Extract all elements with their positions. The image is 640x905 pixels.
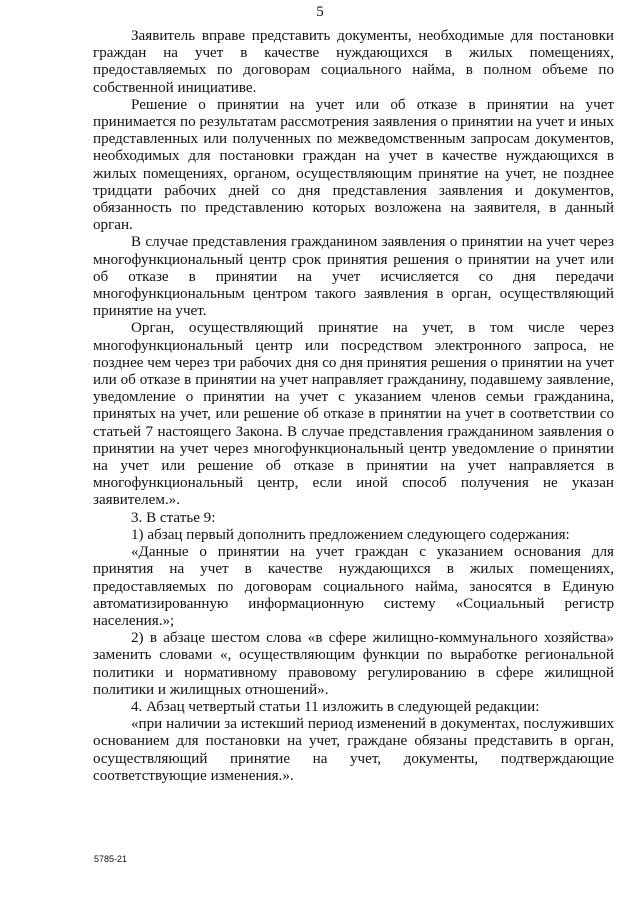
item-article-9: 3. В статье 9: bbox=[131, 509, 216, 526]
document-code: 5785-21 bbox=[94, 854, 128, 864]
quote-article-11-text: «при наличии за истекший период изменений в документах, послуживших основанием для постановки на учет, граждане обязаны представить в орган, осуществляющий принятие на учет, документы, подтверждающие соответствующие изменения.». bbox=[93, 716, 614, 784]
paragraph-applicant-right: Заявитель вправе представить документы, необходимые для постановки граждан на учет в качестве нуждающихся в жилых помещениях, предоставляемых по договорам социального найма, в полном объеме по собственной инициативе. bbox=[93, 28, 614, 96]
item-article-9-sub-1: 1) абзац первый дополнить предложением следующего содержания: bbox=[131, 526, 570, 543]
item-article-9-sub-2: 2) в абзаце шестом слова «в сфере жилищно-коммунального хозяйства» заменить словами «, осуществляющим функции по выработке региональной политики и нормативному правовому регулированию в сфере жилищной политики и жилищных отношений». bbox=[93, 630, 614, 698]
paragraph-decision-terms: Решение о принятии на учет или об отказе в принятии на учет принимается по результатам рассмотрения заявления о принятии на учет и иных представленных или полученных по межведомственным запросам документов, необходимых для постановки граждан на учет в качестве нуждающихся в жилых помещениях, органом, осуществляющим принятие на учет, не позднее тридцати рабочих дней со дня представления заявления и документов, обязанность по представлению которых возложена на заявителя, в данный орган. bbox=[93, 96, 614, 234]
page-number: 5 bbox=[316, 4, 324, 20]
paragraph-notification: Орган, осуществляющий принятие на учет, в том числе через многофункциональный центр или посредством электронного запроса, не позднее чем через три рабочих дня со дня принятия решения о принятии на учет или об отказе в принятии на учет направляет гражданину, подавшему заявление, уведомление о принятии на учет с указанием членов семьи гражданина, принятых на учет, или решение об отказе в принятии на учет в соответствии со статьей 7 настоящего Закона. В случае представления гражданином заявления о принятии на учет через многофункциональный центр уведомление о принятии на учет или решение об отказе в принятии на учет направляется в многофункциональный центр, если иной способ получения не указан заявителем.». bbox=[93, 320, 614, 509]
paragraph-mfc-submission: В случае представления гражданином заявления о принятии на учет через многофункциональный центр срок принятия решения о принятии на учет или об отказе в принятии на учет исчисляется со дня передачи многофункциональным центром такого заявления в орган, осуществляющий принятие на учет. bbox=[93, 234, 614, 320]
item-article-11: 4. Абзац четвертый статьи 11 изложить в следующей редакции: bbox=[131, 698, 540, 715]
document-body bbox=[93, 28, 614, 785]
quote-social-register: «Данные о принятии на учет граждан с указанием основания для принятия на учет в качестве нуждающихся в жилых помещениях, предоставляемых по договорам социального найма, заносятся в Единую автоматизированную информационную систему «Социальный регистр населения.»; bbox=[93, 544, 614, 629]
